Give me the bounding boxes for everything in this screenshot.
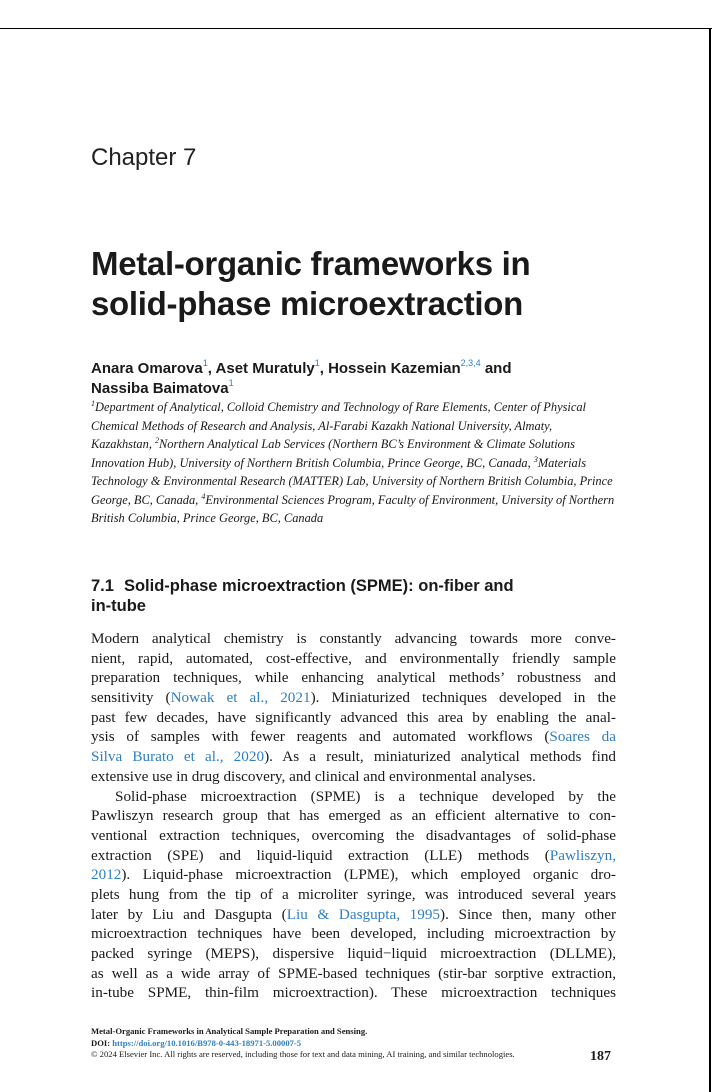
affiliation-marker: 2 xyxy=(155,436,160,445)
body-line: preparation techniques, while enhancing analytical methods’ robustness and xyxy=(91,669,616,687)
affiliations xyxy=(91,398,616,528)
body-line xyxy=(91,846,616,866)
chapter-title-line-1: Metal-organic frameworks in xyxy=(91,245,531,282)
section-heading xyxy=(91,576,591,616)
page-top-rule xyxy=(0,28,712,29)
body-line: extensive use in drug discovery, and clinical and environmental analyses. xyxy=(91,767,536,785)
body-line: as well as a wide array of SPME-based techniques (stir-bar sorptive extraction, xyxy=(91,964,616,982)
section-number: 7.1 xyxy=(91,577,114,595)
doi-label: DOI: xyxy=(91,1037,113,1048)
doi-link[interactable]: https://doi.org/10.1016/B978-0-443-18971-5.00007-5 xyxy=(112,1037,302,1048)
body-line: Pawliszyn research group that has emerged as an efficient alternative to con- xyxy=(91,807,616,825)
body-text-run: extraction (SPE) and liquid-liquid extraction (LLE) methods ( xyxy=(91,846,550,864)
body-text-run: later by Liu and Dasgupta ( xyxy=(91,905,287,923)
body-text-run: ysis of samples with fewer reagents and automated workflows ( xyxy=(91,728,550,746)
author-name: Anara Omarova xyxy=(91,360,203,377)
body-text-run: ). Since then, many other xyxy=(440,905,617,923)
chapter-label: Chapter 7 xyxy=(91,144,197,171)
body-line: nient, rapid, automated, cost-effective, and environmentally friendly sample xyxy=(91,649,616,667)
body-text-run: ). Liquid-phase microextraction (LPME), which employed organic dro- xyxy=(121,866,616,884)
body-line xyxy=(91,905,616,925)
affiliation-marker: 3 xyxy=(533,454,538,464)
chapter-title-line-2: solid-phase microextraction xyxy=(91,285,524,322)
affiliation-text: Department of Analytical, Colloid Chemistry and Technology of Rare Elements, Center of Physical Chemical Methods of Research and Analysis, Al-Farabi Kazakh National University, Almaty, Kazakhstan, xyxy=(91,400,586,451)
body-line: microextraction techniques have been developed, including microextraction by xyxy=(91,925,616,943)
body-text-run: ). As a result, miniaturized analytical methods find xyxy=(264,748,617,766)
author-conjunction: and xyxy=(484,360,512,377)
section-title-line-1: Solid-phase microextraction (SPME): on-fiber and xyxy=(123,577,514,595)
body-text xyxy=(91,629,616,1003)
body-line: ventional extraction techniques, overcoming the disadvantages of solid-phase xyxy=(91,826,616,844)
author-affiliation-ref[interactable]: 2,3,4 xyxy=(460,358,481,368)
body-line: in-tube SPME, thin-film microextraction). These microextraction techniques xyxy=(91,984,616,1002)
affiliation-marker: 1 xyxy=(91,399,95,408)
affiliation-text: Environmental Sciences Program, Faculty of Environment, University of Northern British Columbia, Prince George, BC, Canada xyxy=(91,492,615,525)
citation-link[interactable]: 2012 xyxy=(91,866,122,884)
author-name: Aset Muratuly xyxy=(215,360,315,377)
body-line xyxy=(91,727,616,747)
body-text-run: sensitivity ( xyxy=(91,689,171,707)
body-line: past few decades, have significantly advanced this area by enabling the anal- xyxy=(91,708,616,726)
citation-link[interactable]: Pawliszyn, xyxy=(549,846,616,864)
copyright-notice: © 2024 Elsevier Inc. All rights are reserved, including those for text and data mining, AI training, and similar technologies. xyxy=(91,1049,515,1059)
body-text-run: ). Miniaturized techniques developed in the xyxy=(310,689,616,707)
page-number: 187 xyxy=(590,1049,611,1064)
book-title: Metal-Organic Frameworks in Analytical Sample Preparation and Sensing. xyxy=(91,1026,368,1036)
author-affiliation-ref[interactable]: 1 xyxy=(202,358,208,368)
citation-link[interactable]: Nowak et al., 2021 xyxy=(170,689,311,707)
body-line: Modern analytical chemistry is constantly advancing towards more conve- xyxy=(91,630,616,647)
page-footer xyxy=(91,1026,621,1061)
citation-link[interactable]: Soares da xyxy=(549,728,616,746)
body-line: Solid-phase microextraction (SPME) is a technique developed by the xyxy=(115,787,616,805)
body-line: plets hung from the tip of a microliter syringe, was introduced several years xyxy=(91,885,616,903)
citation-link[interactable]: Liu & Dasgupta, 1995 xyxy=(286,905,441,923)
affiliation-marker: 4 xyxy=(201,491,206,501)
body-line: packed syringe (MEPS), dispersive liquid−liquid microextraction (DLLME), xyxy=(91,945,616,962)
section-title-line-2: in-tube xyxy=(91,597,146,615)
affiliation-text: Materials Technology & Environmental Research (MATTER) Lab, University of Northern British Columbia, Prince George, BC, Canada, xyxy=(91,455,613,507)
citation-link[interactable]: Silva Burato et al., 2020 xyxy=(91,748,265,766)
body-line xyxy=(91,865,616,885)
author-affiliation-ref[interactable]: 1 xyxy=(314,358,320,368)
page-right-edge xyxy=(709,28,711,1092)
author-affiliation-ref[interactable]: 1 xyxy=(228,378,234,388)
doi-line xyxy=(91,1038,621,1050)
affiliation-text: Northern Analytical Lab Services (Northern BC’s Environment & Climate Solutions Innovation Hub), University of Northern British Columbia, Prince George, BC, Canada, xyxy=(91,437,575,470)
author-list: Anara Omarova$^1$, Aset Muratuly$^1$, Hossein Kazemian$^{2,3,4}$ and Nassiba Baimatova$^1$ xyxy=(91,358,512,397)
author-name: Nassiba Baimatova xyxy=(91,380,229,397)
body-line xyxy=(91,747,616,767)
author-name: Hossein Kazemian xyxy=(328,360,461,377)
chapter-title xyxy=(91,244,651,324)
body-line xyxy=(91,688,616,708)
